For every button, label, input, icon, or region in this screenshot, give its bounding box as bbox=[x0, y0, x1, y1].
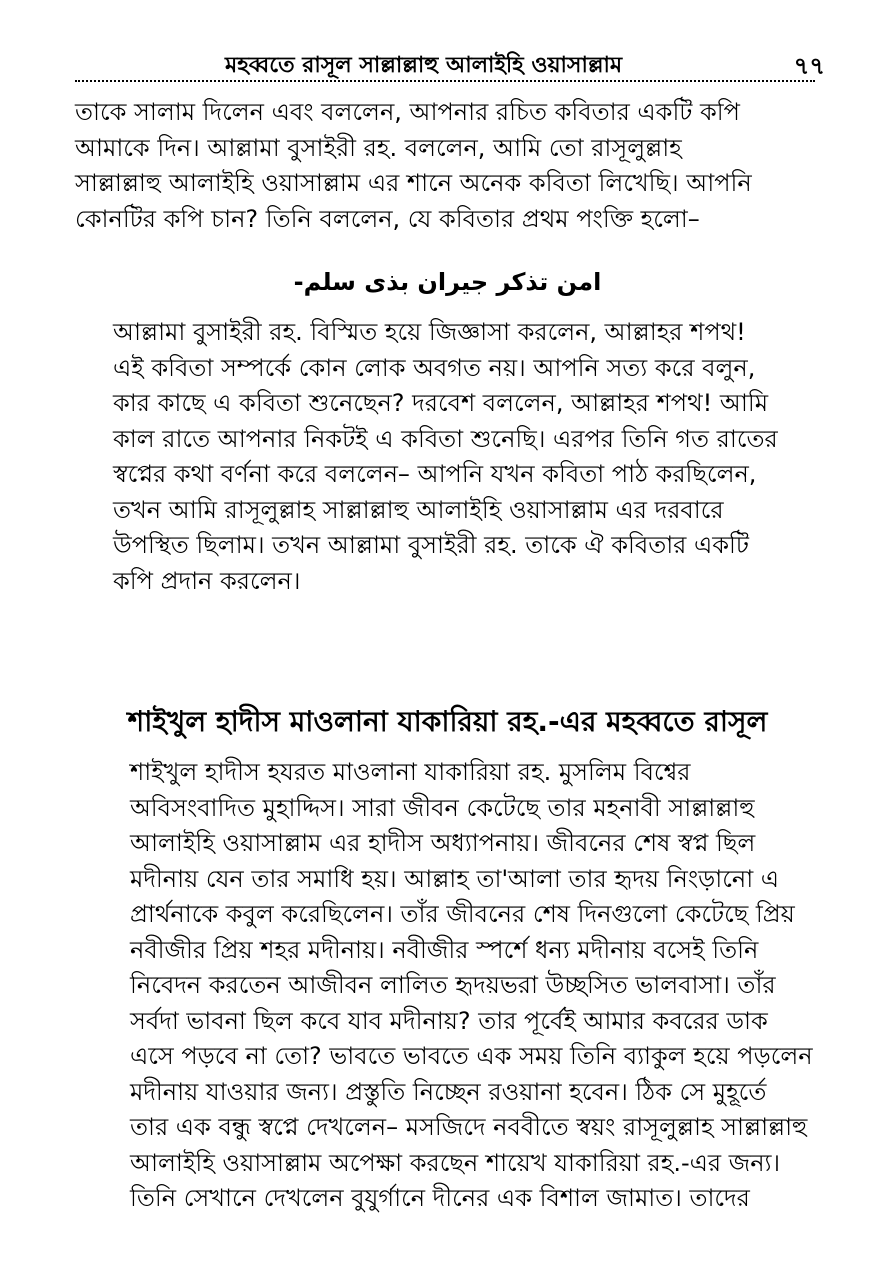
text-line: তখন আমি রাসূলুল্লাহ সাল্লাল্লাহু আলাইহি ওয়াসাল্লাম এর দরবারে bbox=[113, 495, 724, 524]
text-line: তিনি সেখানে দেখলেন বুযুর্গানে দীনের এক বিশাল জামাত। তাদের bbox=[130, 1184, 750, 1212]
text-line: মদীনায় যেন তার সমাধি হয়। আল্লাহ তা'আলা তার হৃদয় নিংড়ানো এ bbox=[130, 864, 780, 893]
text-line: আলাইহি ওয়াসাল্লাম এর হাদীস অধ্যাপনায়। জীবনের শেষ স্বপ্ন ছিল bbox=[130, 829, 756, 857]
paragraph-3 bbox=[75, 755, 820, 1217]
header-dotted-rule bbox=[75, 80, 815, 82]
text-line: আল্লামা বুসাইরী রহ. বিস্মিত হয়ে জিজ্ঞাসা করলেন, আল্লাহর শপথ! bbox=[113, 318, 746, 346]
text-line: প্রার্থনাকে কবুল করেছিলেন। তাঁর জীবনের শেষ দিনগুলো কেটেছে প্রিয় bbox=[130, 900, 795, 928]
text-line: অবিসংবাদিত মুহাদ্দিস। সারা জীবন কেটেছে তার মহনাবী সাল্লাল্লাহু bbox=[130, 793, 755, 822]
arabic-verse: امن تذكر جيران بذى سلم- bbox=[293, 268, 602, 296]
text-line: তাকে সালাম দিলেন এবং বললেন, আপনার রচিত কবিতার একটি কপি bbox=[75, 98, 740, 126]
paragraph-2 bbox=[75, 315, 820, 599]
text-line: সর্বদা ভাবনা ছিল কবে যাব মদীনায়? তার পূর্বেই আমার কবরের ডাক bbox=[130, 1006, 768, 1035]
text-line: নবীজীর প্রিয় শহর মদীনায়। নবীজীর স্পর্শে ধন্য মদীনায় বসেই তিনি bbox=[130, 935, 759, 964]
text-line: তার এক বন্ধু স্বপ্নে দেখলেন– মসজিদে নববীতে স্বয়ং রাসূলুল্লাহ সাল্লাল্লাহু bbox=[130, 1113, 808, 1141]
text-line: স্বপ্নের কথা বর্ণনা করে বললেন– আপনি যখন কবিতা পাঠ করছিলেন, bbox=[113, 460, 757, 488]
text-line: আমাকে দিন। আল্লামা বুসাইরী রহ. বললেন, আমি তো রাসূলুল্লাহ bbox=[75, 133, 682, 162]
text-line: এই কবিতা সম্পর্কে কোন লোক অবগত নয়। আপনি সত্য করে বলুন, bbox=[113, 353, 756, 382]
text-line: আলাইহি ওয়াসাল্লাম অপেক্ষা করছেন শায়েখ যাকারিয়া রহ.-এর জন্য। bbox=[130, 1148, 781, 1177]
text-line: উপস্থিত ছিলাম। তখন আল্লামা বুসাইরী রহ. তাকে ঐ কবিতার একটি bbox=[113, 531, 749, 559]
text-line: কার কাছে এ কবিতা শুনেছেন? দরবেশ বললেন, আল্লাহর শপথ! আমি bbox=[113, 389, 769, 417]
text-line: নিবেদন করতেন আজীবন লালিত হৃদয়ভরা উচ্ছসিত ভালবাসা। তাঁর bbox=[130, 971, 776, 999]
text-line: এসে পড়বে না তো? ভাবতে ভাবতে এক সময় তিনি ব্যাকুল হয়ে পড়লেন bbox=[130, 1042, 813, 1070]
running-header bbox=[75, 46, 825, 86]
page-number: ৭৭ bbox=[793, 52, 825, 80]
paragraph-1 bbox=[75, 95, 820, 237]
text-line: মদীনায় যাওয়ার জন্য। প্রস্তুতি নিচ্ছেন রওয়ানা হবেন। ঠিক সে মুহূর্তে bbox=[130, 1077, 767, 1106]
text-line: শাইখুল হাদীস হযরত মাওলানা যাকারিয়া রহ. মুসলিম বিশ্বের bbox=[130, 758, 691, 786]
text-line: কপি প্রদান করলেন। bbox=[113, 566, 301, 595]
text-line: কাল রাতে আপনার নিকটই এ কবিতা শুনেছি। এরপর তিনি গত রাতের bbox=[113, 424, 778, 453]
running-title: মহব্বতে রাসূল সাল্লাল্লাহু আলাইহি ওয়াসাল্লাম bbox=[225, 53, 623, 78]
section-heading: শাইখুল হাদীস মাওলানা যাকারিয়া রহ.-এর মহব্বতে রাসূল bbox=[127, 705, 768, 738]
text-line: সাল্লাল্লাহু আলাইহি ওয়াসাল্লাম এর শানে অনেক কবিতা লিখেছি। আপনি bbox=[75, 169, 752, 197]
text-line: কোনটির কপি চান? তিনি বললেন, যে কবিতার প্রথম পংক্তি হলো– bbox=[75, 204, 700, 233]
